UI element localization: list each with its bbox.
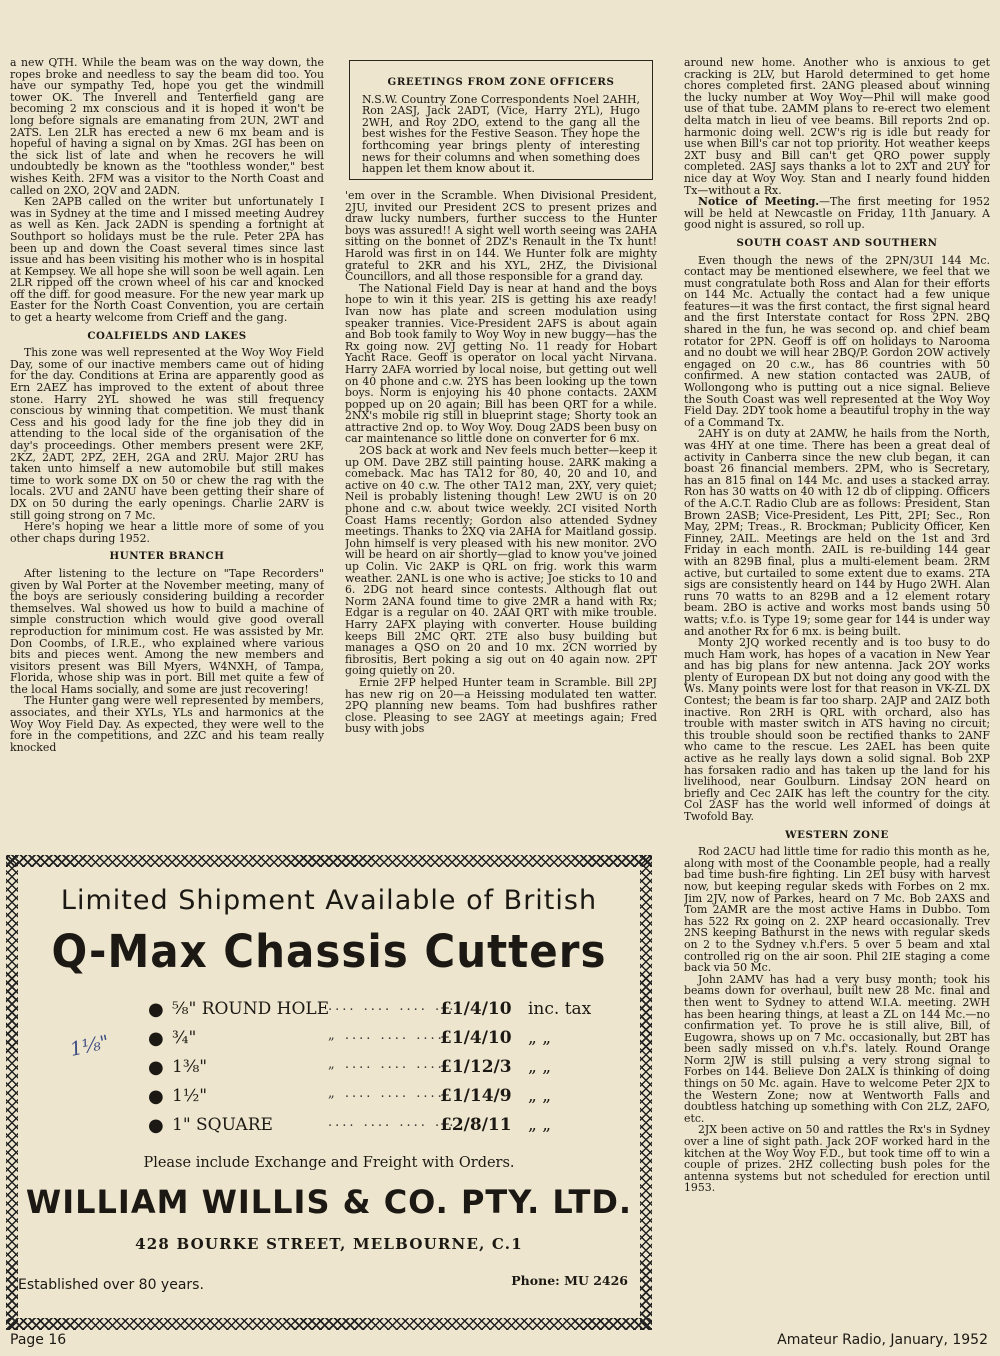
- tax-note: „ „: [528, 1028, 552, 1048]
- ad-border-top: [6, 855, 652, 867]
- article-paragraph: a new QTH. While the beam was on the way down, the ropes broke and needless to say the beam did too. You have our sympathy Ted, hope you get the windmill tower OK. The Inverell and Tenterfield gang are becoming 2 mx conscious and it is hoped it won't be long before signals are emanating from 2UN, 2WT and 2ATS. Len 2LR has erected a new 6 mx beam and is hopeful of having a signal on by Xmas. 2GI has been on the sick list of late and when he recovers he will undoubtedly be known as the "toothless wonder," best wishes Keith. 2FM was a visitor to the North Coast and called on 2XO, 2QV and 2ADN.: [10, 57, 324, 197]
- cutter-size: ¾": [172, 1028, 197, 1048]
- ad-address: 428 BOURKE STREET, MELBOURNE, C.1: [135, 1235, 523, 1253]
- article-paragraph: Monty 2JQ worked recently and is too busy to do much Ham work, has hopes of a vacation in New Year and has big plans for new antenna. Jack 2OY works plenty of European DX but not doing any good with the Ws. Many points were lost for that reason in VK-ZL DX Contest; the beam is far too sharp. 2AJP and 2AIZ both inactive. Ron 2RH is QRL with orchard, also has trouble with master switch in ATS having no circuit; this trouble should soon be rectified thanks to 2ANF who came to the rescue. Les 2AEL has been quite active as he really lays down a solid signal. Bob 2XP has forsaken radio and has taken up the land for his livelihood, near Goulburn. Lindsay 2ON heard on briefly and Cec 2AIK has left the country for the city. Col 2ASF has the world well informed of doings at Twofold Bay.: [684, 636, 990, 823]
- handwritten-annotation: 1⅛": [68, 1031, 112, 1061]
- cutter-size: 1⅜": [172, 1057, 208, 1077]
- cutter-size: ⅝" ROUND HOLE: [172, 999, 330, 1019]
- price-row: [148, 1115, 628, 1141]
- price-row: [148, 999, 628, 1025]
- meeting-notice-text: —The first meeting for 1952 will be held at Newcastle on Friday, 11th January. A good night is assured, so roll up.: [684, 195, 990, 232]
- article-paragraph: This zone was well represented at the Woy Woy Field Day, some of our inactive members came out of hiding for the day. Conditions at Erina are apparently good as Ern 2AEZ has improved to the extent of about three stone. Harry 2YL showed he was still frequency conscious by winning that competition. We must thank Cess and his good lady for the fine job they did in attending to the local side of the organisation of the day's proceedings. Other members present were 2KF, 2KZ, 2ADT, 2PZ, 2EH, 2GA and 2RU. Major 2RU has taken unto himself a new automobile but still makes time to work some DX on 50 or chew the rag with the locals. 2VU and 2ANU have been getting their share of DX on 50 during the early openings. Charlie 2ARV is still going strong on 7 Mc.: [10, 346, 324, 522]
- price-row: [148, 1028, 628, 1054]
- section-heading-hunter: HUNTER BRANCH: [109, 550, 225, 563]
- article-paragraph: 'em over in the Scramble. When Divisional President, 2JU, invited our President 2CS to present prizes and draw lucky numbers, further success to the Hunter boys was assured!! A sight well worth seeing was 2AHA sitting on the bonnet of 2DZ's Renault in the Tx hunt! Harold was first in on 144. We Hunter folk are mighty grateful to 2KR and his XYL, 2HZ, the Divisional Councillors, and all those responsible for a grand day.: [345, 190, 657, 284]
- greetings-box: [349, 60, 653, 180]
- ad-content: [18, 867, 640, 1318]
- ad-phone: Phone: MU 2426: [511, 1273, 628, 1288]
- ad-order-note: Please include Exchange and Freight with Orders.: [143, 1155, 515, 1171]
- tax-note: „ „: [528, 1115, 552, 1135]
- cutter-price: £1/14/9: [440, 1086, 512, 1106]
- column-right: [684, 57, 990, 1335]
- cutter-size: 1" SQUARE: [172, 1115, 273, 1135]
- leader-dots: „ .... .... ....: [328, 1028, 445, 1043]
- article-paragraph: Even though the news of the 2PN/3UI 144 Mc. contact may be mentioned elsewhere, we feel that we must congratulate both Ross and Alan for their efforts on 144 Mc. Actually the contact had a few unique features—it was the first contact, the first signal heard and the first Interstate contact for Ross 2PN. 2BQ shared in the fun, he was second op. and chief beam rotator for 2PN. Geoff is off on holidays to Narooma and no doubt we will hear 2BQ/P. Gordon 2OW actively engaged on 20 c.w., has 86 countries with 50 confirmed. A new station contacted was 2AUB, of Wollongong who is putting out a nice signal. Believe the South Coast was well represented at the Woy Woy Field Day. 2DY took home a beautiful trophy in the way of a Command Tx.: [684, 253, 990, 429]
- ad-border-left: [6, 855, 18, 1330]
- cutter-price: £1/4/10: [440, 1028, 512, 1048]
- bullet-icon: ●: [148, 1086, 164, 1107]
- article-paragraph: Ken 2APB called on the writer but unfortunately I was in Sydney at the time and I missed meeting Audrey as well as Ken. Jack 2ADN is spending a fortnight at Southport so holidays must be the rule. Peter 2PA has been up and down the Coast several times since last issue and has been visiting his mother who is in hospital at Kempsey. We all hope she will soon be well again. Len 2LR ripped off the crown wheel of his car and knocked off the diff. for good measure. For the new year mark up Easter for the North Coast Convention, you are certain to get a hearty welcome from Crieff and the gang.: [10, 195, 324, 325]
- section-heading-western: WESTERN ZONE: [785, 828, 889, 841]
- column-middle: [345, 190, 657, 845]
- ad-border-right: [640, 855, 652, 1330]
- leader-dots: .... .... .... ....: [328, 1115, 464, 1130]
- article-paragraph: 2OS back at work and Nev feels much better—keep it up OM. Dave 2BZ still painting house. 2ARK making a comeback. Mac has TA12 for 80, 40, 20 and 10, and active on 40 c.w. The other TA12 man, 2XY, very quiet; Neil is probably listening though! Lew 2WU is on 20 phone and c.w. about twice weekly. 2CI visited North Coast Hams recently; Gordon also attended Sydney meetings. Thanks to 2XQ via 2AHA for Maitland gossip. John himself is very pleased with his new monitor. 2VO will be heard on air shortly—glad to know you've joined up Colin. Vic 2AKP is QRL on frig. work this warm weather. 2ANL is one who is active; Joe sticks to 10 and 6. 2DG not heard since contests. Although flat out Norm 2ANA found time to give 2MR a hand with Rx; Edgar is a regular on 40. 2AAI QRT with mike trouble. Harry 2AFX playing with converter. House building keeps Bill 2MC QRT. 2TE also busy building but manages a QSO on 20 and 10 mx. 2CN worried by fibrositis, Bert poking a sig out on 40 again now. 2PT going quietly on 20.: [345, 444, 657, 678]
- price-row: [148, 1086, 628, 1112]
- leader-dots: „ .... .... ....: [328, 1086, 445, 1101]
- article-paragraph: The Hunter gang were well represented by members, associates, and their XYLs, YLs and harmonics at the Woy Woy Field Day. As expected, they were well to the fore in the competitions, and 2ZC and his team really knocked: [10, 694, 324, 754]
- article-paragraph: After listening to the lecture on "Tape Recorders" given by Wal Porter at the November meeting, many of the boys are seriously considering building a recorder themselves. Wal showed us how to build a machine of simple construction which would give good overall reproduction for minimum cost. He was assisted by Mr. Don Coombs, of I.R.E., who explained where various bits and pieces went. Among the new members and visitors present was Bill Myers, W4NXH, of Tampa, Florida, whose ship was in port. Bill met quite a few of the local Hams socially, and some are just recovering!: [10, 566, 324, 696]
- cutter-price: £1/12/3: [440, 1057, 512, 1077]
- article-paragraph: 2JX been active on 50 and rattles the Rx's in Sydney over a line of sight path. Jack 2OF worked hard in the kitchen at the Woy Woy F.D., but took time off to win a couple of prizes. 2HZ collecting bush poles for the antenna systems but not scheduled for erection until 1953.: [684, 1123, 990, 1195]
- section-heading-south-coast: SOUTH COAST AND SOUTHERN: [736, 236, 938, 249]
- article-paragraph: John 2AMV has had a very busy month; took his beams down for overhaul, built new 28 Mc. final and then went to Sydney to attend W.I.A. meeting. 2WH has been hearing things, at least a ZL on 144 Mc.—no confirmation yet. To prove he is still alive, Bill, of Eugowra, shows up on 7 Mc. occasionally, but 2BT has been sadly missed on v.h.f's. lately. Round Orange Norm 2JW is still pulsing a very strong signal to Forbes on 144. Believe Don 2ALX is thinking of doing things on 50 Mc. again. Have to welcome Peter 2JX to the Western Zone; now at Wentworth Falls and doubtless hatching up something with Con 2LZ, 2AFO, etc.: [684, 972, 990, 1125]
- article-paragraph: Here's hoping we hear a little more of some of you other chaps during 1952.: [10, 520, 324, 545]
- leader-dots: .... .... .... ....: [328, 999, 464, 1014]
- ad-border-bottom: [6, 1318, 652, 1330]
- meeting-notice-label: Notice of Meeting.: [698, 195, 820, 209]
- ad-headline: Limited Shipment Available of British: [60, 885, 598, 916]
- publication-info: Amateur Radio, January, 1952: [777, 1332, 988, 1348]
- meeting-notice: [684, 196, 990, 231]
- section-heading-coalfields: COALFIELDS AND LAKES: [87, 329, 247, 342]
- bullet-icon: ●: [148, 999, 164, 1020]
- cutter-price: £2/8/11: [440, 1115, 512, 1135]
- ad-product-name: Q-Max Chassis Cutters: [51, 925, 607, 978]
- tax-note: „ „: [528, 1057, 552, 1077]
- article-paragraph: around new home. Another who is anxious to get cracking is 2LV, but Harold determined to get home chores completed first. 2ANG pleased about winning the lucky number at Woy Woy—Phil will make good use of that tube. 2AMM plans to re-erect two element delta match in lieu of vee beams. Bill reports 2nd op. harmonic doing well. 2CW's rig is idle but ready for use when Bill's car not top priority. Hot weather keeps 2XT busy and Bill can't get QRO power supply completed. 2ASJ says thanks a lot to 2XT and 2UY for nice day at Woy Woy. Stan and I nearly found hidden Tx—without a Rx.: [684, 57, 990, 197]
- article-paragraph: The National Field Day is near at hand and the boys hope to win it this year. 2IS is getting his axe ready! Ivan now has plate and screen modulation using speaker trannies. Vice-President 2AFS is about again and Bob took family to Woy Woy in new buggy—has the Rx going now. 2VJ getting No. 11 ready for Hobart Yacht Race. Geoff is operator on local yacht Nirvana. Harry 2AFA worried by local noise, but getting out well on 40 phone and c.w. 2YS has been looking up the town boys. Norm is enjoying his 40 phone contacts. 2AXM popped up on 20 again; Bill has been QRT for a while. 2NX's mobile rig still in blueprint stage; Shorty took an attractive 2nd op. to Woy Woy. Doug 2ADS been busy on car maintenance so little done on converter for 6 mx.: [345, 281, 657, 446]
- article-paragraph: Ernie 2FP helped Hunter team in Scramble. Bill 2PJ has new rig on 20—a Heissing modulated ten watter. 2PQ planning new beams. Tom had bushfires rather close. Pleasing to see 2AGY at meetings again; Fred busy with jobs: [345, 675, 657, 736]
- cutter-size: 1½": [172, 1086, 208, 1106]
- greetings-title: GREETINGS FROM ZONE OFFICERS: [387, 76, 615, 88]
- bullet-icon: ●: [148, 1057, 164, 1078]
- page-number: Page 16: [10, 1332, 67, 1348]
- ad-established: Established over 80 years.: [18, 1277, 204, 1293]
- tax-note: inc. tax: [528, 999, 592, 1019]
- cutter-price: £1/4/10: [440, 999, 512, 1019]
- price-row: [148, 1057, 628, 1083]
- leader-dots: „ .... .... ....: [328, 1057, 445, 1072]
- greetings-text: N.S.W. Country Zone Correspondents Noel 2AHH, Ron 2ASJ, Jack 2ADT, (Vice, Harry 2YL), Hugo 2WH, and Roy 2DO, extend to the gang all the best wishes for the Festive Season. They hope the forthcoming year brings plenty of interesting news for their columns and when something does happen let them know about it.: [362, 92, 640, 176]
- ad-company-name: WILLIAM WILLIS & CO. PTY. LTD.: [25, 1183, 633, 1221]
- bullet-icon: ●: [148, 1028, 164, 1049]
- article-paragraph: 2AHY is on duty at 2AMW, he hails from the North, was 4HY at one time. There has been a great deal of activity in Canberra since the new club began, it can boast 26 financial members. 2PM, who is Secretary, has an 815 final on 144 Mc. and uses a stacked array. Ron has 30 watts on 40 with 12 db of clipping. Officers of the A.C.T. Radio Club are as follows: President, Stan Brown 2ASB; Vice-President, Les Pitt, 2PI; Sec., Ron May, 2PM; Treas., R. Brockman; Publicity Officer, Ken Finney, 2AIL. Meetings are held on the 1st and 3rd Friday in each month. 2AIL is re-building 144 gear with an 829B final, plus a multi-element beam. 2RM active, but curtailed to some extent due to exams. 2TA sigs are consistently heard on 144 by Hugo 2WH. Alan runs 70 watts to an 829B and a 12 element rotary beam. 2BO is active and works most bands using 50 watts; v.f.o. is Type 19; some gear for 144 is under way and another Rx for 6 mx. is being built.: [684, 427, 990, 638]
- column-left: [10, 57, 324, 845]
- bullet-icon: ●: [148, 1115, 164, 1136]
- article-paragraph: Rod 2ACU had little time for radio this month as he, along with most of the Coonamble people, had a really bad time bush-fire fighting. Lin 2EI busy with harvest now, but keeping regular skeds with Forbes on 2 mx. Jim 2JV, now of Parkes, heard on 7 Mc. Bob 2AXS and Tom 2AMR are the most active Hams in Dubbo. Tom has 522 Rx going on 2. 2XP heard occasionally. Trev 2NS keeping Bathurst in the news with regular skeds on 2 to the Sydney v.h.f'ers. 5 over 5 beam and xtal controlled rig on the air soon. Phil 2IE staging a come back via 50 Mc.: [684, 845, 990, 975]
- advertisement: [6, 855, 652, 1330]
- tax-note: „ „: [528, 1086, 552, 1106]
